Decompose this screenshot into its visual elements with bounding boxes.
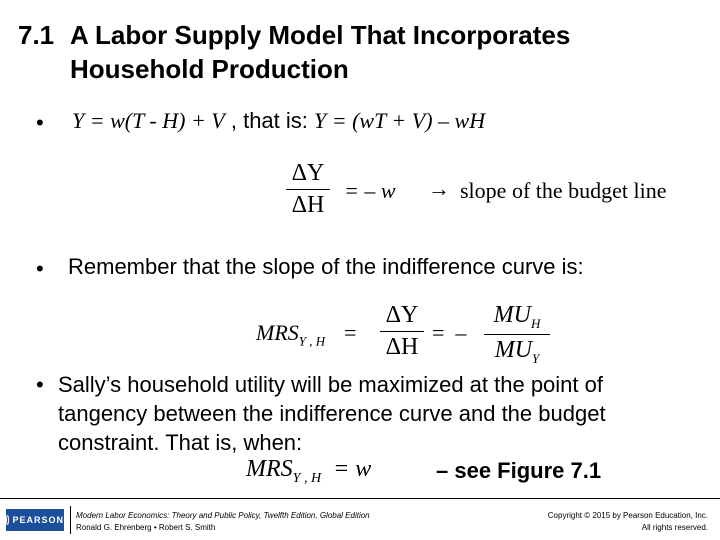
see-figure-text: – see Figure 7.1 xyxy=(436,458,602,483)
slope-denominator: ΔH xyxy=(291,192,325,218)
mrs-subscript: Y , H xyxy=(292,470,322,486)
slide-number: 7.1 xyxy=(18,20,55,50)
footer-rule xyxy=(0,498,720,499)
title-line-2: Household Production xyxy=(70,54,349,84)
pearson-logo xyxy=(6,509,64,531)
bullet-marker: • xyxy=(36,110,44,135)
logo-text: PEARSON xyxy=(12,515,64,525)
indifference-text: Remember that the slope of the indifference curve is: xyxy=(68,254,584,279)
mu-fraction xyxy=(484,302,550,367)
mrs-subscript: Y , H xyxy=(298,333,326,349)
title-line-1: A Labor Supply Model That Incorporates xyxy=(70,20,571,50)
fraction-bar xyxy=(286,189,330,190)
bullet-marker: • xyxy=(36,256,44,281)
book-authors: Ronald G. Ehrenberg • Robert S. Smith xyxy=(76,523,216,532)
mu-numerator: $MU_H$ xyxy=(493,302,541,331)
budget-equation-part1: Y = w(T - H) + V xyxy=(72,108,225,133)
mrs-denominator: ΔH xyxy=(385,334,419,360)
slope-numerator: ΔY xyxy=(291,160,325,186)
slope-label: slope of the budget line xyxy=(460,178,667,203)
mrs-text: MRS xyxy=(246,456,293,482)
arrow-icon: → xyxy=(428,176,450,201)
mrs-slope-fraction xyxy=(380,302,424,361)
copyright-text: Copyright © 2015 by Pearson Education, Inc. xyxy=(547,511,708,520)
book-title: Modern Labor Economics: Theory and Public Policy, Twelfth Edition, Global Edition xyxy=(76,511,370,520)
footer-copyright xyxy=(548,510,708,534)
mrs-numerator: ΔY xyxy=(385,302,419,328)
fraction-bar xyxy=(380,331,424,332)
budget-equation-part2: Y = (wT + V) – wH xyxy=(314,108,486,133)
utility-text: Sally’s household utility will be maximized at the point of tangency between the indifference curve and the budget constraint. That is, when: xyxy=(58,372,606,455)
mu-denominator: $MU_Y$ xyxy=(494,336,540,366)
slope-fraction xyxy=(286,160,330,219)
equals-minus: = – xyxy=(432,320,467,345)
budget-equation xyxy=(72,108,485,134)
footer-divider xyxy=(70,506,71,534)
fraction-bar xyxy=(484,334,550,335)
rights-text: All rights reserved. xyxy=(641,523,708,532)
pearson-mark-icon xyxy=(6,515,9,525)
equals-sign: = xyxy=(344,320,357,345)
mrs-label xyxy=(256,320,325,349)
bullet-marker: • xyxy=(36,372,44,397)
mrs-text: MRS xyxy=(256,320,299,345)
tangency-rhs: = w xyxy=(333,456,372,482)
slope-rhs: = – w xyxy=(344,178,396,203)
footer-book-info xyxy=(76,510,370,534)
tangency-condition xyxy=(246,456,371,487)
that-is-text: , that is: xyxy=(224,108,315,133)
